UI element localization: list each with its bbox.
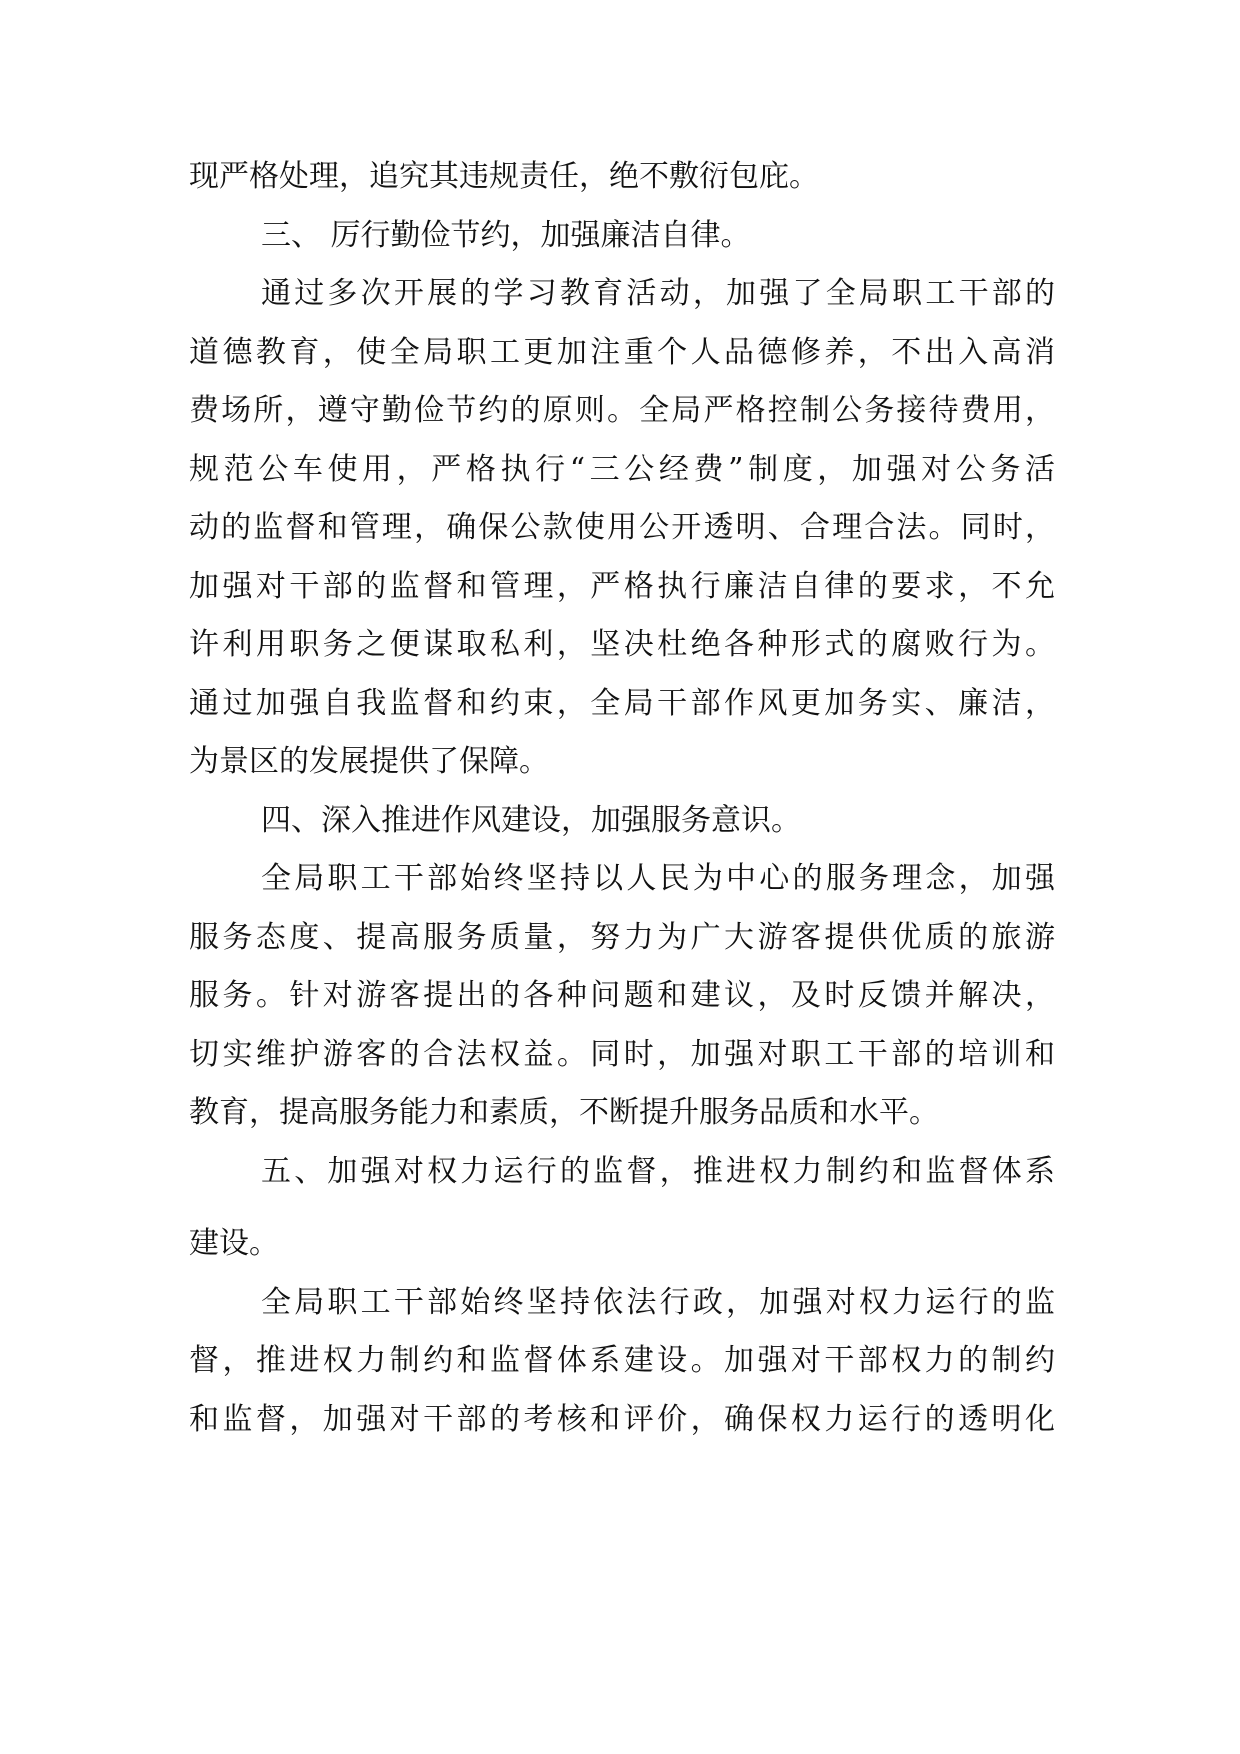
paragraph-line: 全局职工干部始终坚持以人民为中心的服务理念，加强 (261, 861, 1055, 896)
section-heading-5: 五、加强对权力运行的监督，推进权力制约和监督体系 (261, 1153, 1055, 1189)
heading-spacing (189, 1201, 1055, 1215)
paragraph-line: 现严格处理，追究其违规责任，绝不敷衍包庇。 (189, 159, 819, 194)
section-heading-5-continued: 建设。 (189, 1226, 279, 1261)
paragraph-line: 为景区的发展提供了保障。 (189, 744, 549, 779)
paragraph-line: 通过多次开展的学习教育活动，加强了全局职工干部的 (261, 276, 1055, 311)
paragraph-line: 许利用职务之便谋取私利，坚决杜绝各种形式的腐败行为。 (189, 627, 1055, 662)
paragraph-line: 服务。针对游客提出的各种问题和建议，及时反馈并解决， (189, 978, 1055, 1013)
document-body (189, 148, 1055, 1449)
paragraph-line: 通过加强自我监督和约束，全局干部作风更加务实、廉洁， (189, 685, 1055, 721)
section-heading-3: 三、 厉行勤俭节约，加强廉洁自律。 (261, 217, 751, 253)
paragraph-line: 道德教育，使全局职工更加注重个人品德修养，不出入高消 (189, 334, 1055, 370)
paragraph-line: 动的监督和管理，确保公款使用公开透明、合理合法。同时， (189, 510, 1055, 545)
paragraph-line: 规范公车使用，严格执行“三公经费”制度，加强对公务活 (189, 451, 1055, 487)
paragraph-line: 和监督，加强对干部的考核和评价，确保权力运行的透明化 (189, 1401, 1055, 1437)
paragraph-line: 督，推进权力制约和监督体系建设。加强对干部权力的制约 (189, 1343, 1055, 1378)
paragraph-line: 服务态度、提高服务质量，努力为广大游客提供优质的旅游 (189, 919, 1055, 955)
paragraph-line: 全局职工干部始终坚持依法行政，加强对权力运行的监 (261, 1284, 1055, 1320)
paragraph-line: 费场所，遵守勤俭节约的原则。全局严格控制公务接待费用， (189, 393, 1055, 428)
section-heading-4: 四、深入推进作风建设，加强服务意识。 (261, 802, 801, 838)
paragraph-line: 切实维护游客的合法权益。同时，加强对职工干部的培训和 (189, 1036, 1055, 1072)
paragraph-line: 加强对干部的监督和管理，严格执行廉洁自律的要求，不允 (189, 568, 1055, 604)
paragraph-line: 教育，提高服务能力和素质，不断提升服务品质和水平。 (189, 1095, 939, 1130)
